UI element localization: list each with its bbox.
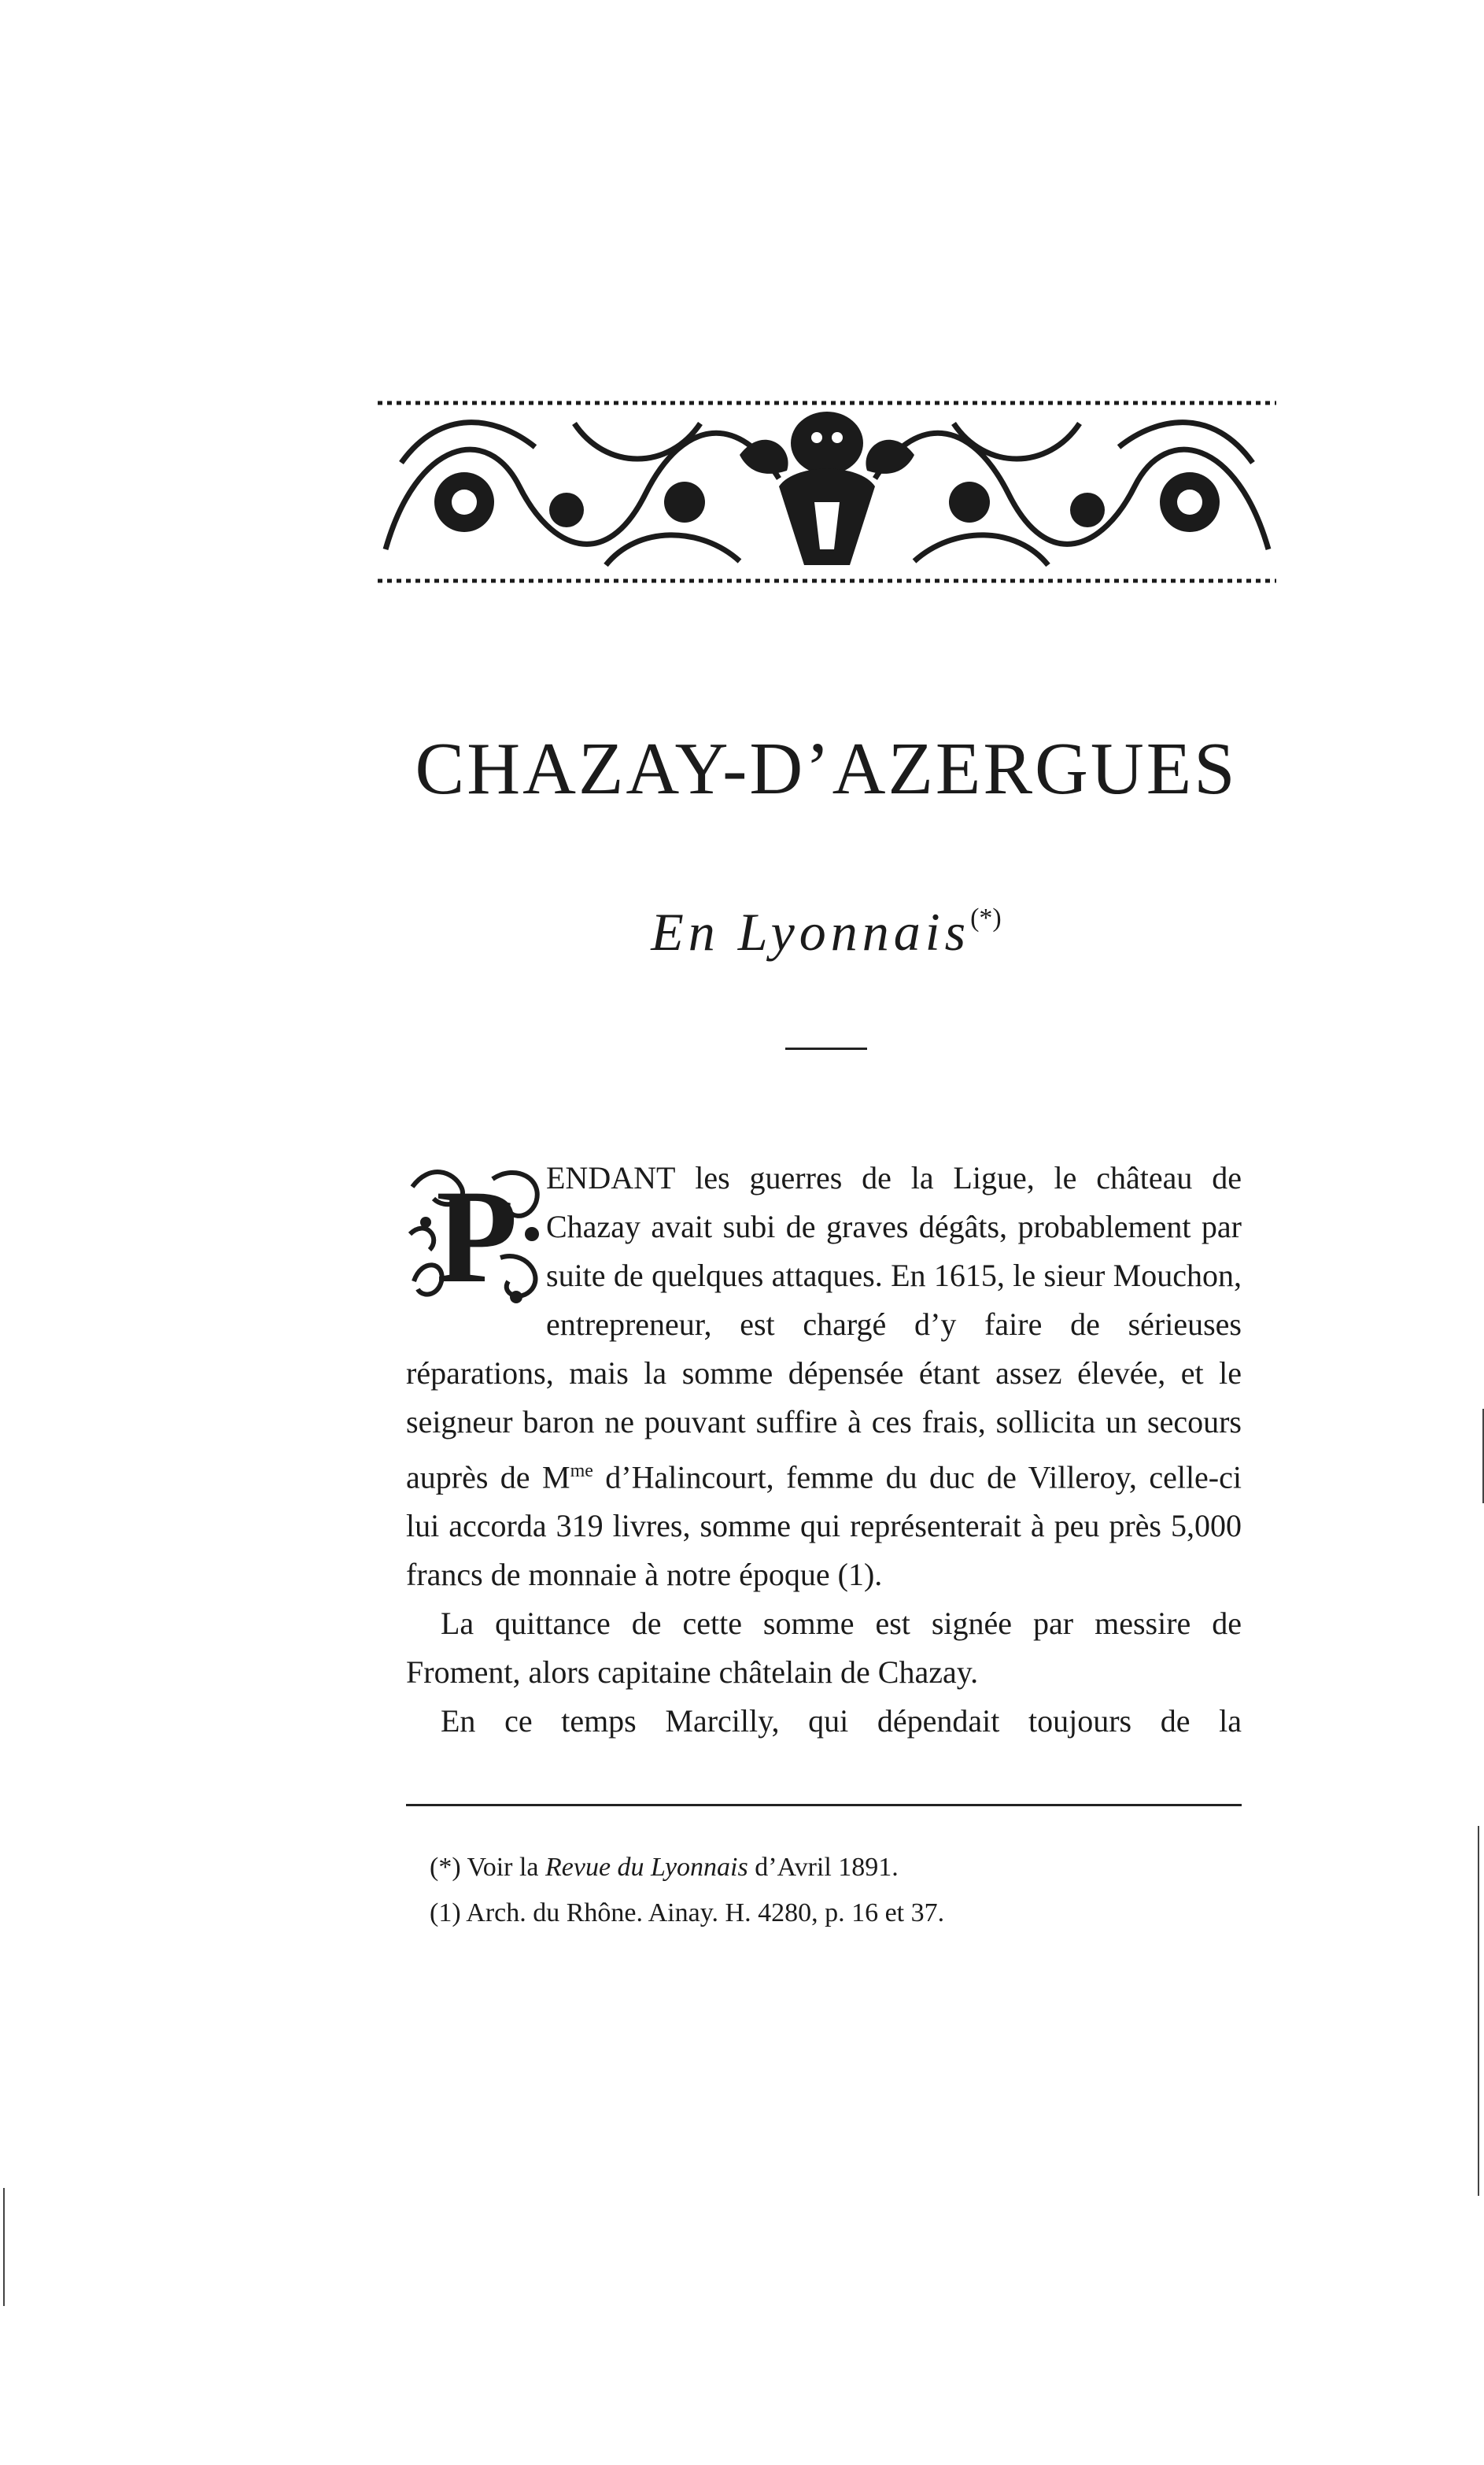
footnote-1-mark: (*) Voir la: [430, 1853, 546, 1882]
paragraph-1-text: les guerres de la Ligue, le château de Chazay avait subi de graves dégâts, probablement par suite de quelques attaques. En 1615, le sieur Mouchon, entrepreneur, est chargé d’y faire de sérieuses réparations, mais la somme dépensée étant assez élevée, et le seigneur baron ne pouvant suffire à ces frais, sollicita un secours auprès de M: [406, 1160, 1242, 1495]
subtitle-footnote-mark: (*): [970, 904, 1002, 933]
footnote-1-rest: d’Avril 1891.: [748, 1853, 899, 1882]
subtitle-text: En Lyonnais: [651, 902, 971, 962]
ornamental-headpiece: [370, 392, 1284, 592]
chapter-subtitle: [315, 902, 1338, 962]
scan-mark: [1478, 1826, 1479, 2196]
ornamental-dropcap: [406, 1163, 548, 1305]
title-separator-rule: [785, 1048, 867, 1050]
footnote-separator-rule: [406, 1804, 1242, 1806]
paragraph-1-superscript: me: [570, 1461, 593, 1481]
footnotes: [430, 1845, 1248, 1936]
chapter-title: CHAZAY-D’AZERGUES: [415, 728, 1238, 810]
footnote-1: [430, 1845, 1248, 1890]
paragraph-1-text-continued: d’Halincourt, femme du duc de Villeroy, celle-ci lui accorda 319 livres, somme qui représenterait à peu près 5,000 francs de monnaie à notre époque (1).: [406, 1459, 1242, 1593]
paragraph-3: En ce temps Marcilly, qui dépendait toujours de la: [441, 1703, 1242, 1739]
footnote-2: (1) Arch. du Rhône. Ainay. H. 4280, p. 16 et 37.: [430, 1898, 945, 1927]
dropcap-letter: P: [436, 1163, 518, 1305]
scan-mark: [3, 2188, 5, 2306]
footnote-1-journal: Revue du Lyonnais: [545, 1853, 748, 1882]
opening-smallcaps: ENDANT: [546, 1160, 676, 1196]
paragraph-2: La quittance de cette somme est signée par messire de Froment, alors capitaine châtelain de Chazay.: [406, 1606, 1242, 1691]
